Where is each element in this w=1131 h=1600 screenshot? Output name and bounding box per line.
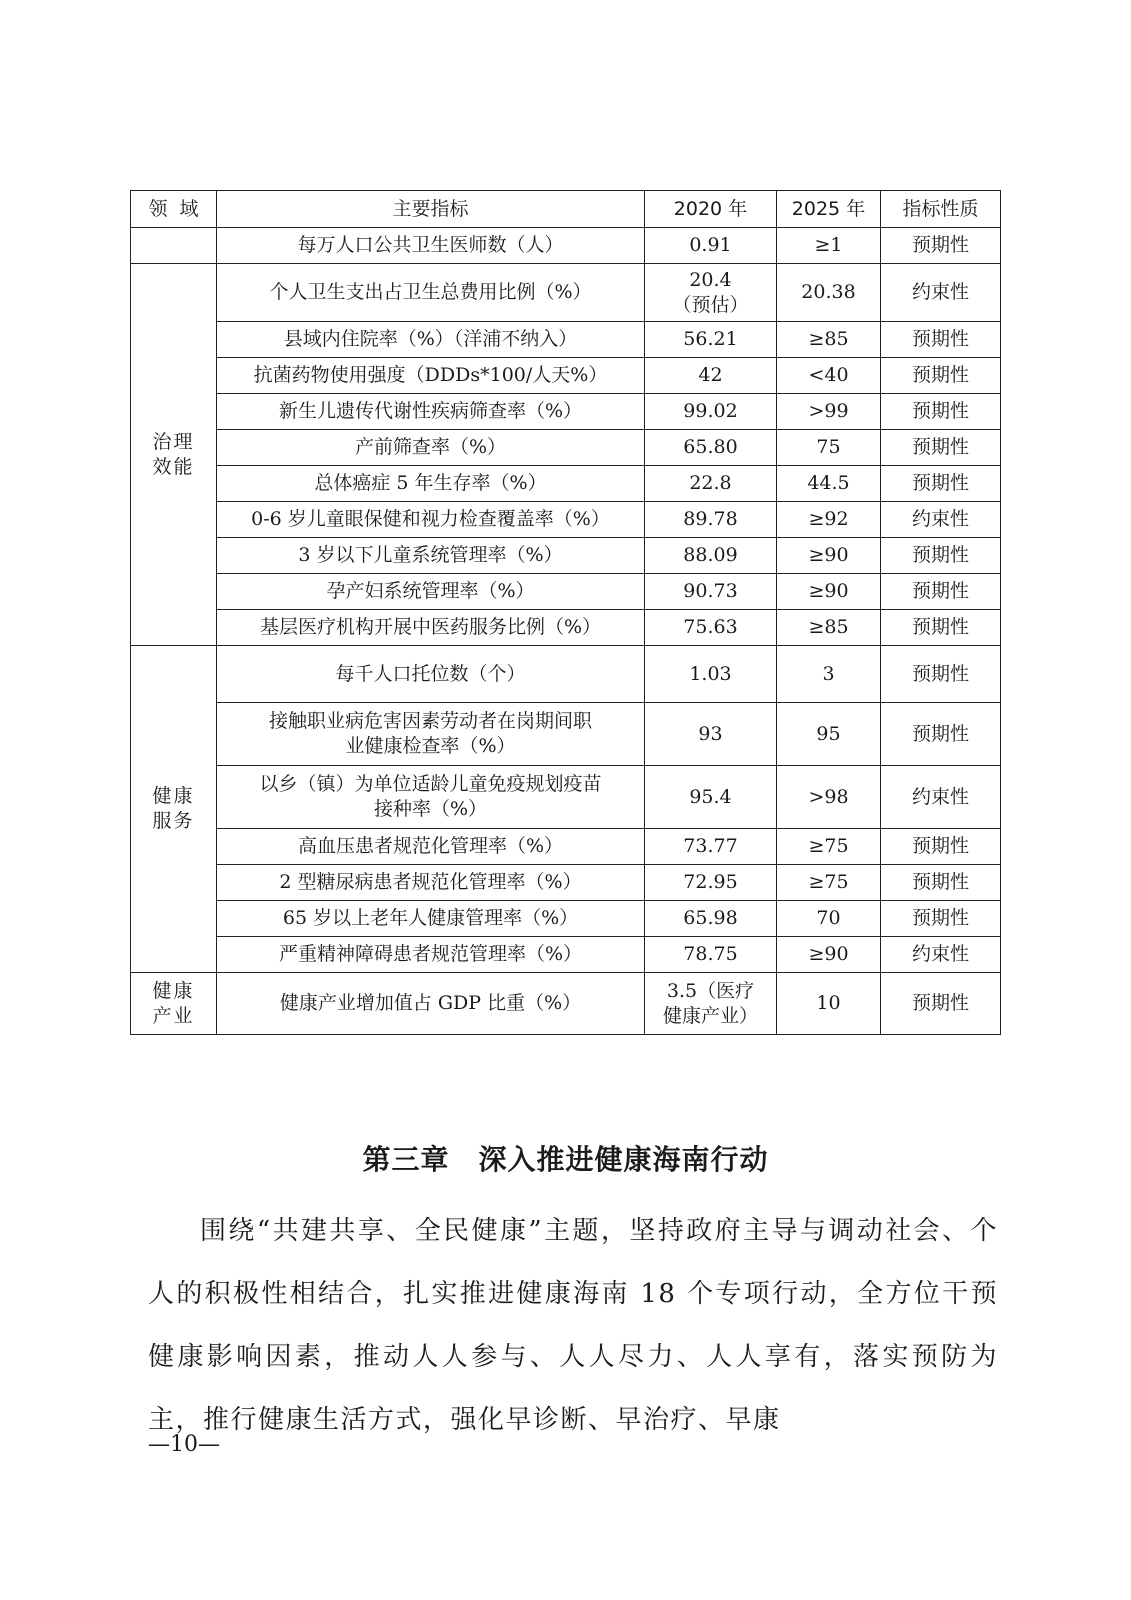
cell-line: 接触职业病危害因素劳动者在岗期间职 (268, 710, 592, 732)
indicator-cell (217, 703, 645, 766)
value-2025-cell: 3 (777, 646, 881, 703)
nature-cell: 约束性 (881, 766, 1001, 829)
nature-cell: 预期性 (881, 646, 1001, 703)
value-2020-cell: 65.80 (645, 430, 777, 466)
indicator-cell: 严重精神障碍患者规范管理率（%） (217, 937, 645, 973)
value-2020-cell: 65.98 (645, 901, 777, 937)
nature-cell: 预期性 (881, 703, 1001, 766)
value-2020-cell: 73.77 (645, 829, 777, 865)
header-area: 领 域 (131, 191, 217, 228)
value-2020-cell: 1.03 (645, 646, 777, 703)
indicator-cell: 3 岁以下儿童系统管理率（%） (217, 538, 645, 574)
table-row (131, 430, 1001, 466)
cell-line: 效能 (152, 455, 195, 478)
value-2025-cell: >99 (777, 394, 881, 430)
nature-cell: 预期性 (881, 865, 1001, 901)
value-2020-cell: 93 (645, 703, 777, 766)
value-2025-cell: 70 (777, 901, 881, 937)
nature-cell: 预期性 (881, 829, 1001, 865)
value-2020-cell (645, 973, 777, 1035)
indicator-cell: 2 型糖尿病患者规范化管理率（%） (217, 865, 645, 901)
indicator-cell: 健康产业增加值占 GDP 比重（%） (217, 973, 645, 1035)
table-row (131, 610, 1001, 646)
nature-cell: 预期性 (881, 358, 1001, 394)
nature-cell: 预期性 (881, 394, 1001, 430)
indicator-cell: 65 岁以上老年人健康管理率（%） (217, 901, 645, 937)
header-2025: 2025 年 (777, 191, 881, 228)
value-2025-cell: >98 (777, 766, 881, 829)
value-2025-cell: ≥75 (777, 865, 881, 901)
value-2025-cell: ≥75 (777, 829, 881, 865)
table-row (131, 937, 1001, 973)
indicator-cell: 产前筛查率（%） (217, 430, 645, 466)
cell-line: （预估） (672, 293, 749, 316)
chapter-title: 第三章 深入推进健康海南行动 (362, 1143, 769, 1176)
value-2025-cell: 95 (777, 703, 881, 766)
value-2020-cell: 90.73 (645, 574, 777, 610)
nature-cell: 预期性 (881, 901, 1001, 937)
table-row (131, 646, 1001, 703)
cell-line: 业健康检查率（%） (345, 735, 516, 757)
table-row (131, 228, 1001, 264)
nature-cell: 预期性 (881, 610, 1001, 646)
value-2025-cell: ≥92 (777, 502, 881, 538)
indicator-cell: 0-6 岁儿童眼保健和视力检查覆盖率（%） (217, 502, 645, 538)
indicator-cell: 个人卫生支出占卫生总费用比例（%） (217, 264, 645, 322)
nature-cell: 约束性 (881, 502, 1001, 538)
nature-cell: 预期性 (881, 228, 1001, 264)
header-nature: 指标性质 (881, 191, 1001, 228)
cell-line: 3.5（医疗 (666, 979, 755, 1002)
area-cell (131, 646, 217, 973)
table-row (131, 264, 1001, 322)
page-number: —10— (148, 1432, 220, 1457)
value-2025-cell: ≥90 (777, 574, 881, 610)
nature-cell: 预期性 (881, 538, 1001, 574)
cell-line: 产业 (152, 1004, 195, 1027)
area-cell (131, 973, 217, 1035)
table-row (131, 502, 1001, 538)
indicator-cell: 新生儿遗传代谢性疾病筛查率（%） (217, 394, 645, 430)
table-row (131, 865, 1001, 901)
value-2025-cell: 10 (777, 973, 881, 1035)
value-2020-cell: 56.21 (645, 322, 777, 358)
cell-line: 健康产业） (662, 1004, 758, 1027)
indicator-cell: 抗菌药物使用强度（DDDs*100/人天%） (217, 358, 645, 394)
table-row (131, 829, 1001, 865)
value-2020-cell: 95.4 (645, 766, 777, 829)
value-2020-cell: 22.8 (645, 466, 777, 502)
nature-cell: 约束性 (881, 264, 1001, 322)
value-2025-cell: 44.5 (777, 466, 881, 502)
cell-line: 20.4 (689, 268, 732, 291)
value-2020-cell (645, 264, 777, 322)
value-2025-cell: ≥1 (777, 228, 881, 264)
table-row (131, 973, 1001, 1035)
cell-line: 服务 (152, 810, 195, 832)
value-2025-cell: ≥90 (777, 937, 881, 973)
value-2020-cell: 88.09 (645, 538, 777, 574)
value-2025-cell: ≥85 (777, 610, 881, 646)
table-row (131, 394, 1001, 430)
body-paragraph: 围绕“共建共享、全民健康”主题，坚持政府主导与调动社会、个人的积极性相结合，扎实推进健康海南 18 个专项行动，全方位干预健康影响因素，推动人人参与、人人尽力、人人享有，落实预防为主，推行健康生活方式，强化早诊断、早治疗、早康 (148, 1216, 998, 1435)
table-row (131, 574, 1001, 610)
value-2020-cell: 99.02 (645, 394, 777, 430)
nature-cell: 预期性 (881, 574, 1001, 610)
indicator-cell: 每千人口托位数（个） (217, 646, 645, 703)
cell-line: 健康 (152, 979, 195, 1002)
nature-cell: 预期性 (881, 466, 1001, 502)
header-2020: 2020 年 (645, 191, 777, 228)
table-row (131, 703, 1001, 766)
value-2025-cell: ≥85 (777, 322, 881, 358)
table-row (131, 538, 1001, 574)
value-2020-cell: 0.91 (645, 228, 777, 264)
header-row (131, 191, 1001, 228)
table-row (131, 466, 1001, 502)
indicator-cell: 县域内住院率（%）（洋浦不纳入） (217, 322, 645, 358)
nature-cell: 预期性 (881, 322, 1001, 358)
area-cell (131, 228, 217, 264)
area-cell (131, 264, 217, 646)
indicator-table (130, 190, 1001, 1035)
indicator-cell: 孕产妇系统管理率（%） (217, 574, 645, 610)
table-row (131, 766, 1001, 829)
value-2020-cell: 78.75 (645, 937, 777, 973)
header-indicator: 主要指标 (217, 191, 645, 228)
value-2020-cell: 72.95 (645, 865, 777, 901)
nature-cell: 预期性 (881, 973, 1001, 1035)
value-2025-cell: 75 (777, 430, 881, 466)
cell-line: 治理 (152, 430, 195, 453)
value-2025-cell: ≥90 (777, 538, 881, 574)
value-2020-cell: 89.78 (645, 502, 777, 538)
value-2025-cell: <40 (777, 358, 881, 394)
table-row (131, 901, 1001, 937)
table-row (131, 322, 1001, 358)
indicator-cell (217, 766, 645, 829)
indicator-cell: 每万人口公共卫生医师数（人） (217, 228, 645, 264)
indicator-cell: 高血压患者规范化管理率（%） (217, 829, 645, 865)
table-row (131, 358, 1001, 394)
nature-cell: 约束性 (881, 937, 1001, 973)
cell-line: 健康 (152, 785, 195, 807)
cell-line: 接种率（%） (373, 798, 488, 820)
value-2020-cell: 42 (645, 358, 777, 394)
value-2025-cell: 20.38 (777, 264, 881, 322)
indicator-cell: 基层医疗机构开展中医药服务比例（%） (217, 610, 645, 646)
cell-line: 以乡（镇）为单位适龄儿童免疫规划疫苗 (259, 773, 602, 795)
value-2020-cell: 75.63 (645, 610, 777, 646)
table-body (131, 228, 1001, 1035)
nature-cell: 预期性 (881, 430, 1001, 466)
indicator-cell: 总体癌症 5 年生存率（%） (217, 466, 645, 502)
